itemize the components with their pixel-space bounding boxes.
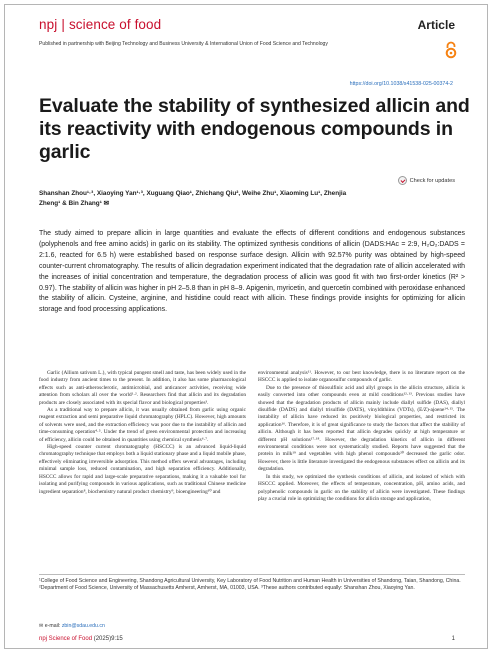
author-list: Shanshan Zhou¹·³, Xiaoying Yan¹·³, Xuguang Qiao¹, Zhichang Qiu², Weihe Zhu¹, Xiaoming Lu¹, Zhenjia Zheng¹ & Bin Zhang¹ ✉: [39, 190, 347, 207]
article-type-label: Article: [417, 18, 455, 32]
page-footer: [39, 636, 123, 642]
partner-line: Published in partnership with Beijing Technology and Business University & International Union of Food Science and Technology: [39, 41, 328, 47]
check-for-updates-label: Check for updates: [409, 177, 455, 184]
affiliations: ¹College of Food Science and Engineering, Shandong Agricultural University, Key Laboratory of Food Nutrition and Human Health in Universities of Shandong, Taian, Shandong, China. ²Department of Food Science, University of Massachusetts Amherst, Amherst, MA, 01003, USA. ³These authors contributed equally: Shanshan Zhou, Xiaoying Yan.: [39, 578, 461, 592]
body-column-left: [39, 370, 246, 496]
body-paragraph: As a traditional way to prepare allicin, it was usually obtained from garlic using organic reagent extraction and semi preparative liquid chromatography (HPLC). However, high amounts of solvents were used, and the extraction efficiency was poor due to the instability of allicin and time-consuming operation⁴·⁵. Under the trend of green environmental protection and increasing of efficiency, allicin could be obtained in quantities using chemical synthesis⁶·⁷.: [39, 407, 246, 443]
page: [4, 4, 488, 649]
doi-link[interactable]: https://doi.org/10.1038/s41538-025-00374-2: [349, 81, 453, 87]
body-paragraph: High-speed counter current chromatography (HSCCC) is an advanced liquid-liquid chromatography technique that employs both a liquid stationary phase and a liquid mobile phase, effectively eliminating irreversible adsorption. This method offers several advantages, including minimal sample loss, reduced contamination, and high separation efficiency. Additionally, HSCCC allows for rapid and large-scale preparative separations, making it a valuable tool for isolating and purifying compounds in various applications, such as traditional Chinese medicine ingredient separation⁸, biochemistry natural product chemistry⁹, bioengineering¹⁰ and: [39, 444, 246, 495]
body-paragraph: Garlic (Allium sativum L.), with typical pungent smell and taste, has been widely used in the food industry from ancient times to the present. In addition, it also has some pharmacological effects such as anti-atherosclerotic, antimicrobial, and anticancer activities, receiving wide attention from scholars all over the world¹·². Researchers find that allicin and its degradation products are closely associated with its special flavor and biological properties³.: [39, 370, 246, 406]
journal-title: science of food: [68, 17, 162, 32]
check-for-updates-button[interactable]: [398, 176, 455, 185]
journal-name[interactable]: [39, 17, 161, 32]
article-title: Evaluate the stability of synthesized allicin and its reactivity with endogenous compounds in garlic: [39, 95, 470, 163]
open-access-icon[interactable]: [444, 41, 458, 59]
email-link[interactable]: zbin@sdau.edu.cn: [61, 623, 105, 629]
check-for-updates-icon: [398, 176, 407, 185]
mail-icon: ✉ e-mail:: [39, 623, 61, 629]
body-column-right: [258, 370, 465, 503]
abstract: The study aimed to prepare allicin in large quantities and evaluate the effects of different conditions and endogenous substances (polyphenols and free amino acids) in garlic on its stability. The optimized synthesis conditions of allicin (DADS:HAc = 2:9, H₂O₂:DADS = 2:1.6, reacted for 6.5 h) were established based on response surface design. Allicin with 92.57% purity was obtained by high-speed counter-current chromatography. The results of allicin degradation experiment indicated that the degradation rate of allicin accelerated with the increases of initial concentration and temperature, the degradation process of allicin was good fit with two first-order kinetics (R² > 0.97). The stability of allicin was higher in pH 2–5.8 than in pH 8–9. Apigenin, myricetin, and quercetin combined with peroxidase enhanced the stability of allicin. Cysteine, arginine, and histidine could react with allicin. These findings provide insights for optimizing for allicin storage and food processing applications.: [39, 230, 466, 314]
page-number: 1: [451, 636, 455, 642]
body-paragraph: environmental analysis¹¹. However, to our best knowledge, there is no literature report on the HSCCC is applied to isolate organosulfur compounds of garlic.: [258, 370, 465, 384]
journal-npj: npj: [39, 17, 58, 32]
footer-issue: (2025)9:15: [93, 636, 123, 642]
body-paragraph: In this study, we optimized the synthesis conditions of allicin, and isolated of which with HSCCC applied. Moreover, the effects of temperature, concentration, pH, amino acids, and polyphenolic compounds in garlic on the stability of allicin were investigated. These findings play a crucial role in optimizing the conditions for allicin storage and application,: [258, 473, 465, 502]
correspondence-email: [39, 623, 105, 629]
body-paragraph: Due to the presence of thiosulfinic acid and allyl groups in the allicin structure, allicin is easily converted into other compounds even at mild conditions¹²·¹³. Previous studies have showed that the degradation products of allicin mainly include diallyl sulfide (DAS), diallyl disulfide (DADS) and diallyl trisulfide (DATS), vinyldithiins (VDTs), (E/Z)-ajoene¹⁴·¹⁵. The instability of allicin have reduced its positively biological properties, and restricted its application¹⁶. Therefore, it is of great significance to study the factors that affect the stability of allicin. Although it has been reported that allicin degrades quickly at high temperature or different pH solutions¹⁷·¹⁸. However, the degradation kinetics of allicin in different environmental conditions were not systematically studied. Reports have suggested that the protein in milk¹⁹ and vegetables with high phenol compounds²⁰ decreased the garlic odor. However, there is little literature investigated the endogenous substances effect on allicin and its degradation.: [258, 384, 465, 473]
journal-separator: |: [61, 17, 65, 32]
footnote-divider: [39, 574, 465, 575]
footer-journal[interactable]: npj Science of Food: [39, 636, 93, 642]
